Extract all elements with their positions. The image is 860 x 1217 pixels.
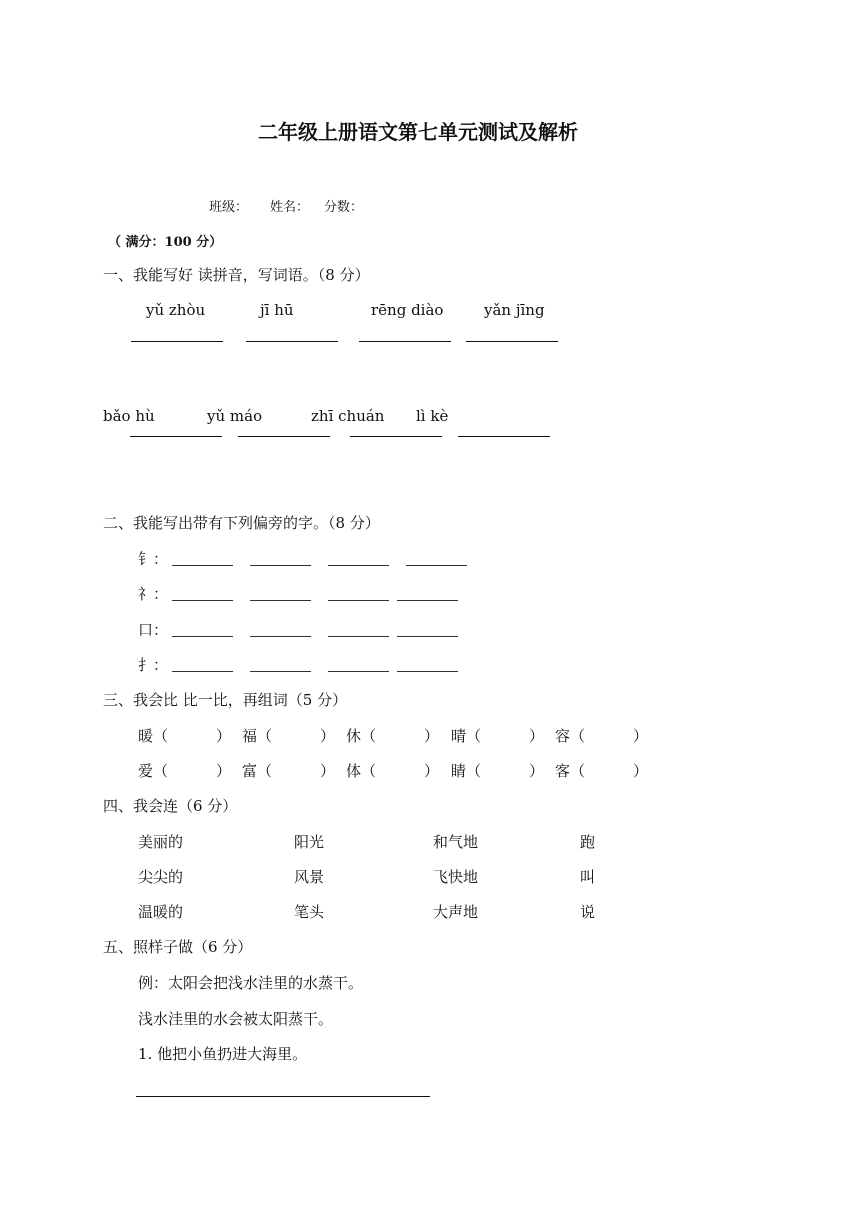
q4-heading: 四、我会连（6 分） [103, 797, 238, 815]
char-open: 晴（ [451, 727, 482, 745]
answer-line[interactable] [131, 341, 223, 342]
match-item[interactable]: 美丽的 [138, 833, 184, 851]
example-sentence: 例：太阳会把浅水洼里的水蒸干。 [138, 974, 364, 992]
radical-label: 钅： [138, 550, 169, 568]
answer-line[interactable] [458, 436, 550, 437]
radical-label: 扌： [138, 656, 169, 674]
match-item[interactable]: 阳光 [294, 833, 325, 851]
answer-line[interactable] [136, 1096, 430, 1097]
full-score: （ 满分：100 分） [108, 235, 223, 250]
answer-line[interactable] [238, 436, 330, 437]
answer-line[interactable] [328, 636, 389, 637]
q3-heading: 三、我会比 比一比，再组词（5 分） [103, 691, 348, 709]
answer-line[interactable] [397, 600, 458, 601]
answer-line[interactable] [250, 600, 311, 601]
match-item[interactable]: 风景 [294, 868, 325, 886]
char-close: ） [424, 727, 440, 745]
answer-line[interactable] [328, 600, 389, 601]
char-open: 休（ [346, 727, 377, 745]
answer-line[interactable] [466, 341, 558, 342]
answer-line[interactable] [250, 636, 311, 637]
pinyin-3: rēng diào [371, 301, 444, 319]
score-label: 分数： [324, 200, 364, 215]
char-close: ） [320, 727, 336, 745]
match-item[interactable]: 尖尖的 [138, 868, 184, 886]
char-close: ） [529, 727, 545, 745]
char-open: 客（ [555, 762, 586, 780]
answer-line[interactable] [172, 671, 233, 672]
pinyin-4: yǎn jīng [484, 301, 545, 319]
answer-line[interactable] [359, 341, 451, 342]
char-open: 爱（ [138, 762, 169, 780]
q2-heading: 二、我能写出带有下列偏旁的字。（8 分） [103, 514, 380, 532]
char-open: 容（ [555, 727, 586, 745]
answer-line[interactable] [172, 600, 233, 601]
match-item[interactable]: 温暖的 [138, 903, 184, 921]
answer-line[interactable] [246, 341, 338, 342]
char-close: ） [529, 762, 545, 780]
answer-line[interactable] [250, 565, 311, 566]
answer-line[interactable] [397, 671, 458, 672]
answer-line[interactable] [130, 436, 222, 437]
char-open: 暖（ [138, 727, 169, 745]
match-item[interactable]: 跑 [580, 833, 596, 851]
q5-heading: 五、照样子做（6 分） [103, 938, 253, 956]
radical-label: 口： [138, 621, 169, 639]
class-label: 班级： [209, 200, 249, 215]
answer-line[interactable] [397, 636, 458, 637]
char-close: ） [633, 727, 649, 745]
match-item[interactable]: 叫 [580, 868, 596, 886]
char-open: 福（ [242, 727, 273, 745]
pinyin-8: lì kè [416, 407, 449, 425]
char-close: ） [320, 762, 336, 780]
radical-label: 礻： [138, 585, 169, 603]
q1-heading: 一、我能写好 读拼音，写词语。（8 分） [103, 266, 370, 284]
answer-line[interactable] [350, 436, 442, 437]
answer-line[interactable] [172, 565, 233, 566]
answer-line[interactable] [250, 671, 311, 672]
pinyin-1: yǔ zhòu [146, 301, 206, 319]
pinyin-7: zhī chuán [311, 407, 385, 425]
char-open: 睛（ [451, 762, 482, 780]
page-title: 二年级上册语文第七单元测试及解析 [258, 120, 578, 144]
char-close: ） [633, 762, 649, 780]
answer-line[interactable] [406, 565, 467, 566]
pinyin-6: yǔ máo [207, 407, 263, 425]
match-item[interactable]: 大声地 [433, 903, 479, 921]
char-close: ） [216, 762, 232, 780]
answer-line[interactable] [328, 565, 389, 566]
char-close: ） [216, 727, 232, 745]
pinyin-2: jī hū [260, 301, 294, 319]
answer-line[interactable] [328, 671, 389, 672]
example-answer: 浅水洼里的水会被太阳蒸干。 [138, 1010, 334, 1028]
match-item[interactable]: 和气地 [433, 833, 479, 851]
char-open: 体（ [346, 762, 377, 780]
name-label: 姓名： [270, 200, 310, 215]
match-item[interactable]: 笔头 [294, 903, 325, 921]
char-close: ） [424, 762, 440, 780]
char-open: 富（ [242, 762, 273, 780]
pinyin-5: bǎo hù [103, 407, 155, 425]
question-item-1: 1. 他把小鱼扔进大海里。 [138, 1045, 308, 1063]
answer-line[interactable] [172, 636, 233, 637]
match-item[interactable]: 飞快地 [433, 868, 479, 886]
match-item[interactable]: 说 [580, 903, 596, 921]
